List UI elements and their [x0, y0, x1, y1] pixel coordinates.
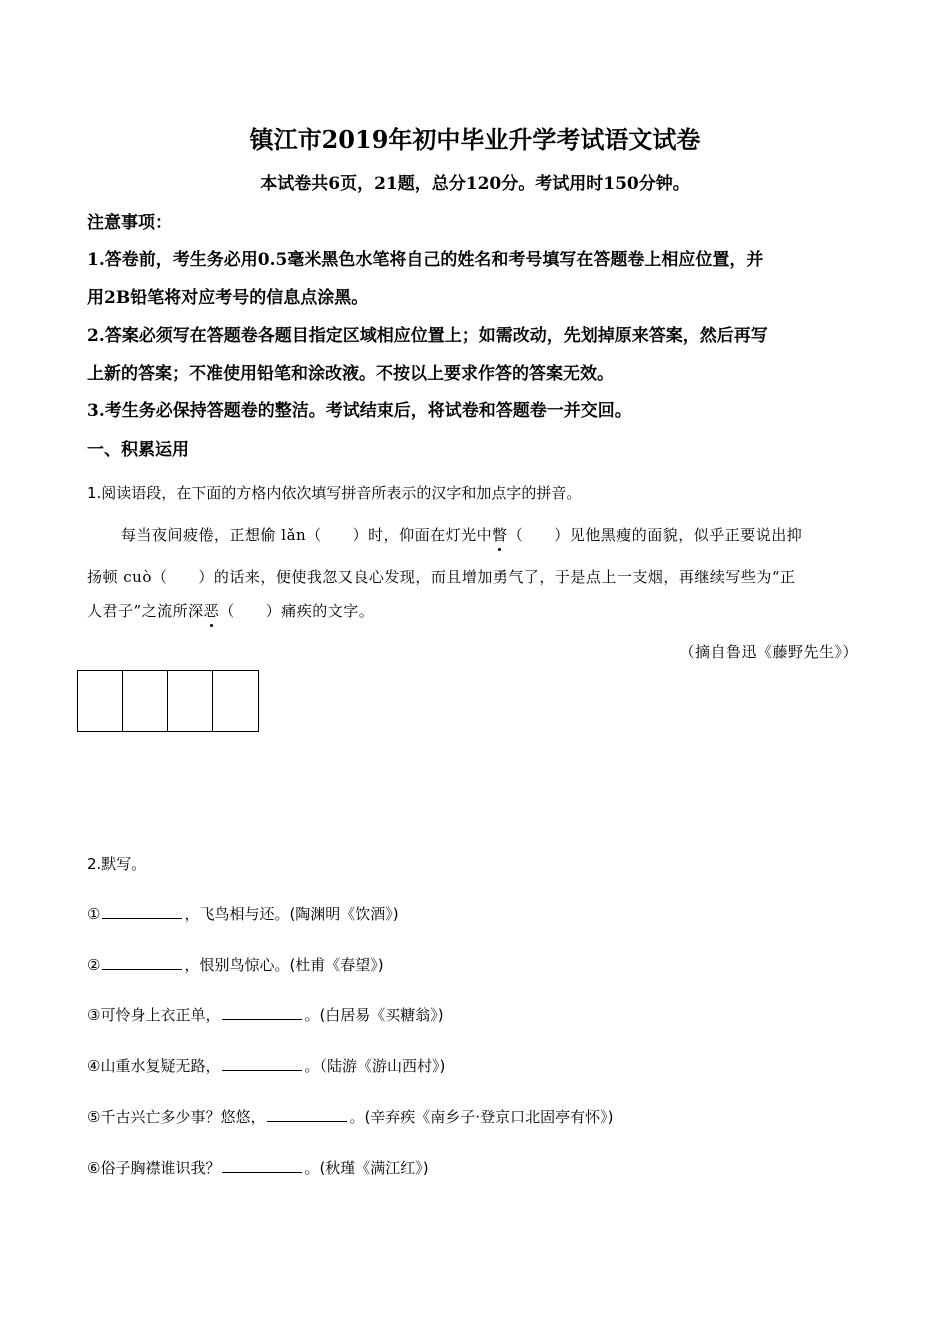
- q1-passage-line-2: 扬顿 cuò（ ）的话来，便使我忽又良心发现，而且增加勇气了，于是点上一支烟，再继续写些为“正: [87, 568, 796, 586]
- q2-item-2: [87, 954, 384, 976]
- q2-item-1-blank[interactable]: [102, 903, 182, 919]
- q2-item-5-blank[interactable]: [267, 1106, 347, 1122]
- q1-passage-line-1-b: （ ）见他黑瘦的面貌，似乎正要说出抑: [507, 526, 803, 544]
- q1-emphasis-char-1: 瞥: [492, 526, 508, 544]
- q1-passage-line-3: [87, 600, 374, 622]
- answer-cell-3[interactable]: [168, 671, 213, 731]
- q2-item-6: [87, 1157, 429, 1179]
- q2-item-2-blank[interactable]: [102, 954, 182, 970]
- q2-item-4-pre: ④山重水复疑无路，: [87, 1057, 221, 1075]
- q2-item-5: [87, 1106, 613, 1128]
- q1-answer-grid: [77, 670, 259, 732]
- exam-subtitle: 本试卷共6页，21题，总分120分。考试用时150分钟。: [260, 174, 690, 194]
- notice-item-2-line-2: 上新的答案；不准使用铅笔和涂改液。不按以上要求作答的答案无效。: [87, 364, 614, 384]
- notice-item-2-line-1: 2.答案必须写在答题卷各题目指定区域相应位置上；如需改动，先划掉原来答案，然后再写: [87, 326, 768, 346]
- notice-heading: 注意事项：: [87, 213, 172, 233]
- notice-item-3: 3.考生务必保持答题卷的整洁。考试结束后，将试卷和答题卷一并交回。: [87, 401, 632, 421]
- q2-item-5-post: 。(辛弃疾《南乡子·登京口北固亭有怀》): [349, 1108, 614, 1126]
- q2-item-1-post: ，飞鸟相与还。(陶渊明《饮酒》): [184, 905, 399, 923]
- q2-item-6-pre: ⑥俗子胸襟谁识我？: [87, 1159, 221, 1177]
- q2-item-4: [87, 1055, 445, 1077]
- q2-item-1: [87, 903, 399, 925]
- answer-cell-1[interactable]: [78, 671, 123, 731]
- q2-item-6-blank[interactable]: [222, 1157, 302, 1173]
- answer-cell-4[interactable]: [213, 671, 258, 731]
- q2-item-5-pre: ⑤千古兴亡多少事？悠悠，: [87, 1108, 266, 1126]
- section-heading: 一、积累运用: [87, 440, 189, 460]
- q1-prompt: 1.阅读语段，在下面的方格内依次填写拼音所表示的汉字和加点字的拼音。: [87, 484, 582, 502]
- q2-item-1-pre: ①: [87, 905, 101, 923]
- q1-passage-line-3-b: （ ）痛疾的文字。: [219, 602, 375, 620]
- answer-cell-2[interactable]: [123, 671, 168, 731]
- q1-passage-line-1-a: 每当夜间疲倦，正想偷 lǎn（ ）时，仰面在灯光中: [121, 526, 493, 544]
- q1-passage-line-1: [121, 524, 802, 546]
- q1-source: （摘自鲁迅《藤野先生》）: [679, 643, 858, 661]
- q2-item-2-pre: ②: [87, 956, 101, 974]
- q1-passage-line-3-a: 人君子”之流所深: [87, 602, 204, 620]
- q2-prompt: 2.默写。: [87, 855, 147, 873]
- notice-item-1-line-2: 用2B铅笔将对应考号的信息点涂黑。: [87, 288, 369, 308]
- q2-item-4-post: 。（陆游《游山西村》): [304, 1057, 446, 1075]
- exam-title: 镇江市2019年初中毕业升学考试语文试卷: [249, 125, 701, 154]
- q1-emphasis-char-2: 恶: [203, 602, 220, 620]
- q2-item-3: [87, 1004, 444, 1026]
- q2-item-6-post: 。(秋瑾《满江红》): [304, 1159, 429, 1177]
- q2-item-4-blank[interactable]: [222, 1055, 302, 1071]
- q2-item-3-pre: ③可怜身上衣正单，: [87, 1006, 221, 1024]
- q2-item-2-post: ，恨别鸟惊心。(杜甫《春望》): [184, 956, 384, 974]
- q2-item-3-blank[interactable]: [222, 1004, 302, 1020]
- q2-item-3-post: 。(白居易《买糖翁》): [304, 1006, 444, 1024]
- notice-item-1-line-1: 1.答卷前，考生务必用0.5毫米黑色水笔将自己的姓名和考号填写在答题卷上相应位置，并: [87, 250, 764, 270]
